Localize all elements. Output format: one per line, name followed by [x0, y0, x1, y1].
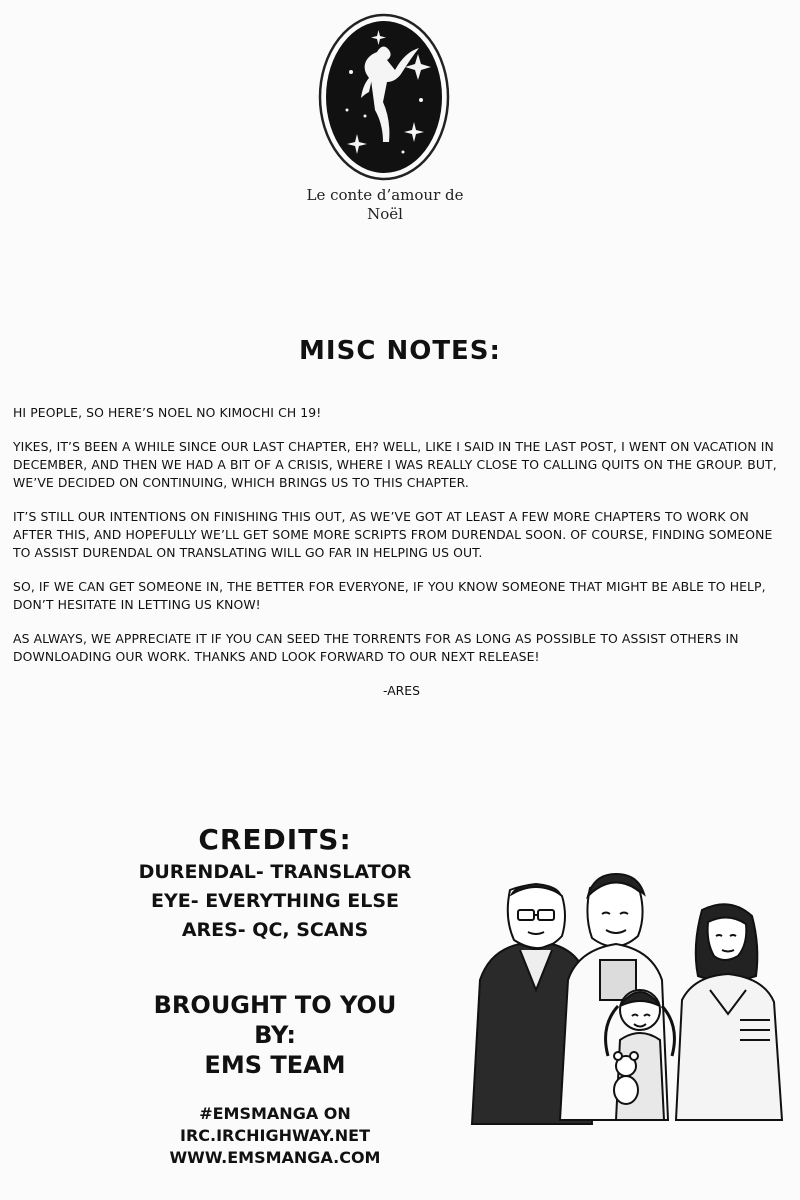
- brand-title: Noël: [367, 205, 403, 223]
- website-url: WWW.EMSMANGA.COM: [169, 1148, 381, 1167]
- notes-paragraph: HI PEOPLE, SO HERE’S NOEL NO KIMOCHI CH 19!: [13, 405, 322, 420]
- notes-signature: -ARES: [383, 683, 420, 698]
- brought-line: BY:: [254, 1021, 296, 1049]
- notes-body: [13, 404, 789, 682]
- irc-server: IRC.IRCHIGHWAY.NET: [179, 1126, 370, 1145]
- credits-block: [100, 823, 450, 945]
- notes-paragraph: AS ALWAYS, WE APPRECIATE IT IF YOU CAN SEED THE TORRENTS FOR AS LONG AS POSSIBLE TO ASSIST OTHERS IN DOWNLOADING OUR WORK. THANKS AND LOOK FORWARD TO OUR NEXT RELEASE!: [13, 631, 739, 664]
- brought-line: BROUGHT TO YOU: [153, 991, 397, 1019]
- irc-channel: #EMSMANGA ON: [199, 1104, 351, 1123]
- notes-heading: MISC NOTES:: [299, 336, 501, 366]
- notes-paragraph: YIKES, IT’S BEEN A WHILE SINCE OUR LAST CHAPTER, EH? WELL, LIKE I SAID IN THE LAST POST, I WENT ON VACATION IN DECEMBER, AND THEN WE HAD A BIT OF A CRISIS, WHERE I WAS REALLY CLOSE TO CALLING QUITS ON THE GROUP. BUT, WE’VE DECIDED ON CONTINUING, WHICH BRINGS US TO THIS CHAPTER.: [13, 439, 777, 490]
- notes-paragraph: IT’S STILL OUR INTENTIONS ON FINISHING THIS OUT, AS WE’VE GOT AT LEAST A FEW MORE CHAPTERS TO WORK ON AFTER THIS, AND HOPEFULLY WE’LL GET SOME MORE SCRIPTS FROM DURENDAL SOON. OF COURSE, FINDING SOMEONE TO ASSIST DURENDAL ON TRANSLATING WILL GO FAR IN HELPING US OUT.: [13, 509, 773, 560]
- contact-block: [100, 1103, 450, 1169]
- notes-paragraph: SO, IF WE CAN GET SOMEONE IN, THE BETTER FOR EVERYONE, IF YOU KNOW SOMEONE THAT MIGHT BE ABLE TO HELP, DON’T HESITATE IN LETTING US KNOW!: [13, 579, 766, 612]
- team-name: EMS TEAM: [204, 1051, 346, 1079]
- brand-subtitle: Le conte d’amour de: [306, 186, 464, 204]
- credit-line: EYE- EVERYTHING ELSE: [150, 890, 400, 912]
- credits-title: CREDITS:: [198, 823, 352, 856]
- skater-emblem: [317, 12, 451, 182]
- characters-illustration: [440, 870, 800, 1130]
- credit-line: ARES- QC, SCANS: [181, 919, 369, 941]
- brought-by-block: [90, 990, 460, 1080]
- credit-line: DURENDAL- TRANSLATOR: [138, 861, 412, 883]
